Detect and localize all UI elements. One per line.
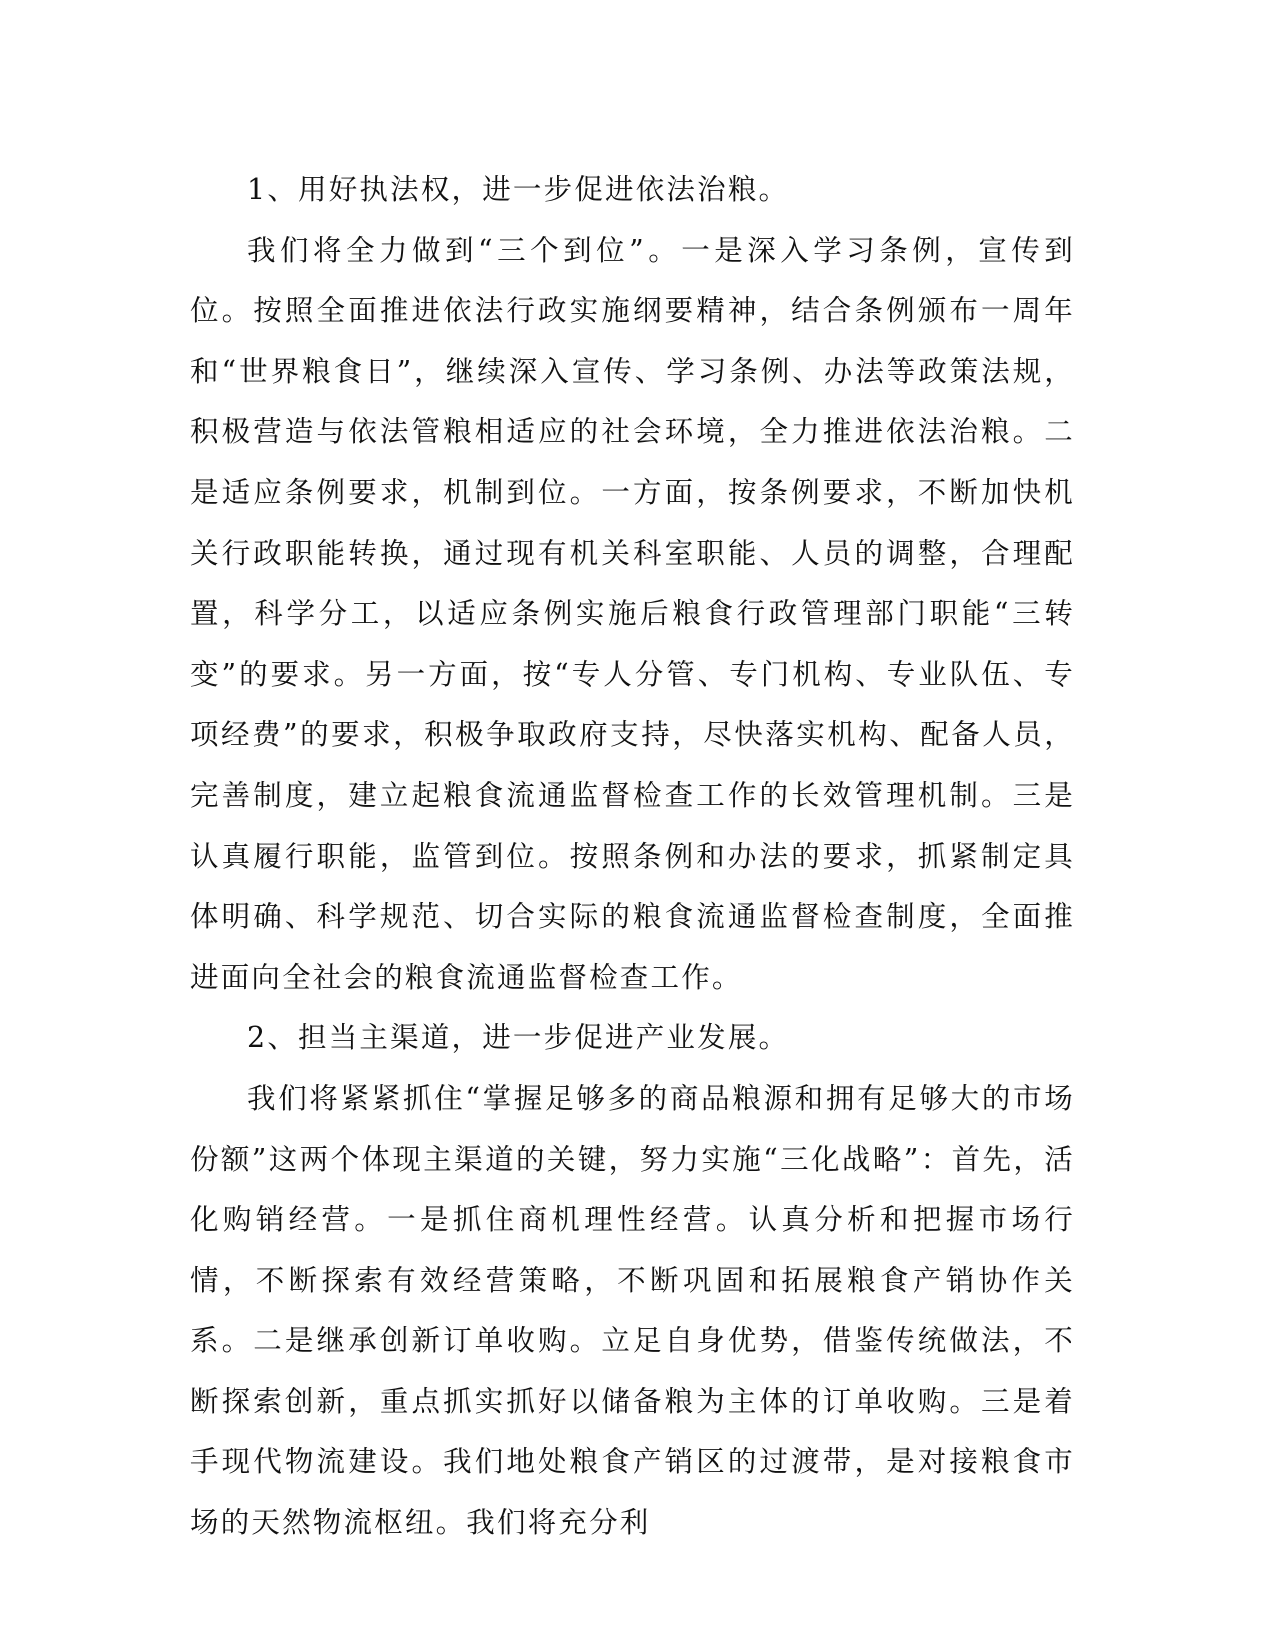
paragraph-heading-2: 2、担当主渠道，进一步促进产业发展。	[247, 1021, 790, 1055]
paragraph-heading-1: 1、用好执法权，进一步促进依法治粮。	[247, 173, 790, 206]
document-body	[190, 160, 1075, 1554]
paragraph-body-1: 我们将全力做到“三个到位”。一是深入学习条例，宣传到位。按照全面推进依法行政实施纲要精神，结合条例颁布一周年和“世界粮食日”，继续深入宣传、学习条例、办法等政策法规，积极营造与依法管粮相适应的社会环境，全力推进依法治粮。二是适应条例要求，机制到位。一方面，按条例要求，不断加快机关行政职能转换，通过现有机关科室职能、人员的调整，合理配置，科学分工，以适应条例实施后粮食行政管理部门职能“三转变”的要求。另一方面，按“专人分管、专门机构、专业队伍、专项经费”的要求，积极争取政府支持，尽快落实机构、配备人员，完善制度，建立起粮食流通监督检查工作的长效管理机制。三是认真履行职能，监管到位。按照条例和办法的要求，抓紧制定具体明确、科学规范、切合实际的粮食流通监督检查制度，全面推进面向全社会的粮食流通监督检查工作。	[190, 233, 1075, 994]
paragraph-body-2: 我们将紧紧抓住“掌握足够多的商品粮源和拥有足够大的市场份额”这两个体现主渠道的关键，努力实施“三化战略”：首先，活化购销经营。一是抓住商机理性经营。认真分析和把握市场行情，不断探索有效经营策略，不断巩固和拓展粮食产销协作关系。二是继承创新订单收购。立足自身优势，借鉴传统做法，不断探索创新，重点抓实抓好以储备粮为主体的订单收购。三是着手现代物流建设。我们地处粮食产销区的过渡带，是对接粮食市场的天然物流枢纽。我们将充分利	[190, 1081, 1075, 1540]
